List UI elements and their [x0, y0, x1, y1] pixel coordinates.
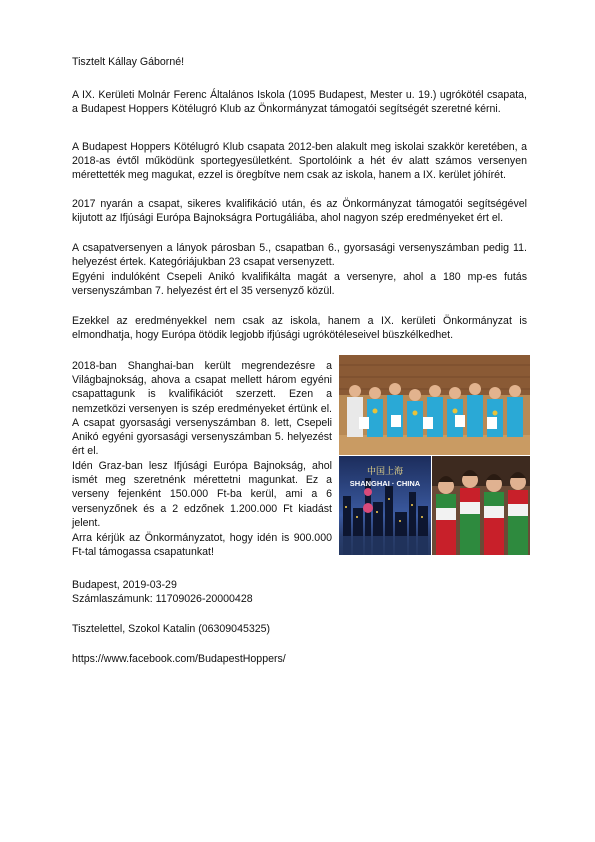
paragraph-graz-costs: Idén Graz-ban lesz Ifjúsági Európa Bajnokság, ahol ismét meg szeretnénk mérettetni magunkat. Ez a verseny fejenként 150.000 Ft-ba kerül, ami a 6 versenyzőnek és a 2 edzőnek 1.200.000 Ft kiadást jelent.: [72, 460, 332, 529]
shanghai-chinese-text: 中国上海: [366, 467, 404, 477]
paragraph-intro: A IX. Kerületi Molnár Ferenc Általános Iskola (1095 Budapest, Mester u. 19.) ugrókötél csapata, a Budapest Hoppers Kötélugró Klub az Önkormányzat támogatói segítségét szeretné kérni.: [72, 89, 527, 116]
shanghai-caption: SHANGHAI · CHINA: [349, 479, 421, 488]
paragraph-2017-portugal: 2017 nyarán a csapat, sikeres kvalifikáció után, és az Önkormányzat támogatói segítségével kijutott az Ifjúsági Európa Bajnokságra Portugáliába, ahol nagyon szép eredményeket ért el.: [72, 198, 527, 225]
team-medal-photo: [339, 355, 530, 455]
paragraph-club-history: A Budapest Hoppers Kötélugró Klub csapata 2012-ben alakult meg iskolai szakkör keretében, a 2018-as évtől működünk sportegyesületként. Sportolóink a hét év alatt számos versenyen mérettették meg magukat, ezzel is öregbítve nem csak az iskola, hanem a IX. kerület jóhírét.: [72, 141, 527, 182]
shanghai-skyline-photo: [339, 456, 431, 555]
date-line: Budapest, 2019-03-29: [72, 579, 177, 591]
paragraph-team-results: A csapatversenyen a lányok párosban 5., csapatban 6., gyorsasági versenyszámban pedig 11. helyezést értek. Kategóriájukban 23 csapat versenyzett.: [72, 242, 527, 269]
team-jerseys-photo: [432, 456, 530, 555]
salutation: Tisztelt Kállay Gáborné!: [72, 56, 185, 68]
paragraph-europe-ranking: Ezekkel az eredményekkel nem csak az iskola, hanem a IX. kerületi Önkormányzat is elmondhatja, hogy Európa ötödik legjobb ifjúsági ugrókötéleseivel büszkélkedhet.: [72, 315, 527, 342]
paragraph-individual-results: Egyéni indulóként Csepeli Anikó kvalifikálta magát a versenyre, ahol a 180 mp-es futás versenyszámban 7. helyezést ért el 35 versenyző közül.: [72, 271, 527, 298]
account-number: Számlaszámunk: 11709026-20000428: [72, 593, 253, 605]
photo-collage: [339, 355, 530, 555]
paragraph-support-request: Arra kérjük az Önkormányzatot, hogy idén is 900.000 Ft-tal támogassa csapatunkat!: [72, 532, 332, 559]
signature-line: Tisztelettel, Szokol Katalin (06309045325): [72, 623, 271, 635]
facebook-url: https://www.facebook.com/BudapestHoppers/: [72, 653, 286, 665]
paragraph-shanghai-2018: 2018-ban Shanghai-ban került megrendezésre a Világbajnokság, ahova a csapat mellett három egyéni csapattagunk is kvalifikációt szerzett. Ezen a nemzetközi versenyen is szép eredményeket értünk el. A csapat gyorsasági versenyszámban 8. lett, Csepeli Anikó egyéni gyorsasági versenyszámban 5. helyezést ért el.: [72, 360, 332, 458]
